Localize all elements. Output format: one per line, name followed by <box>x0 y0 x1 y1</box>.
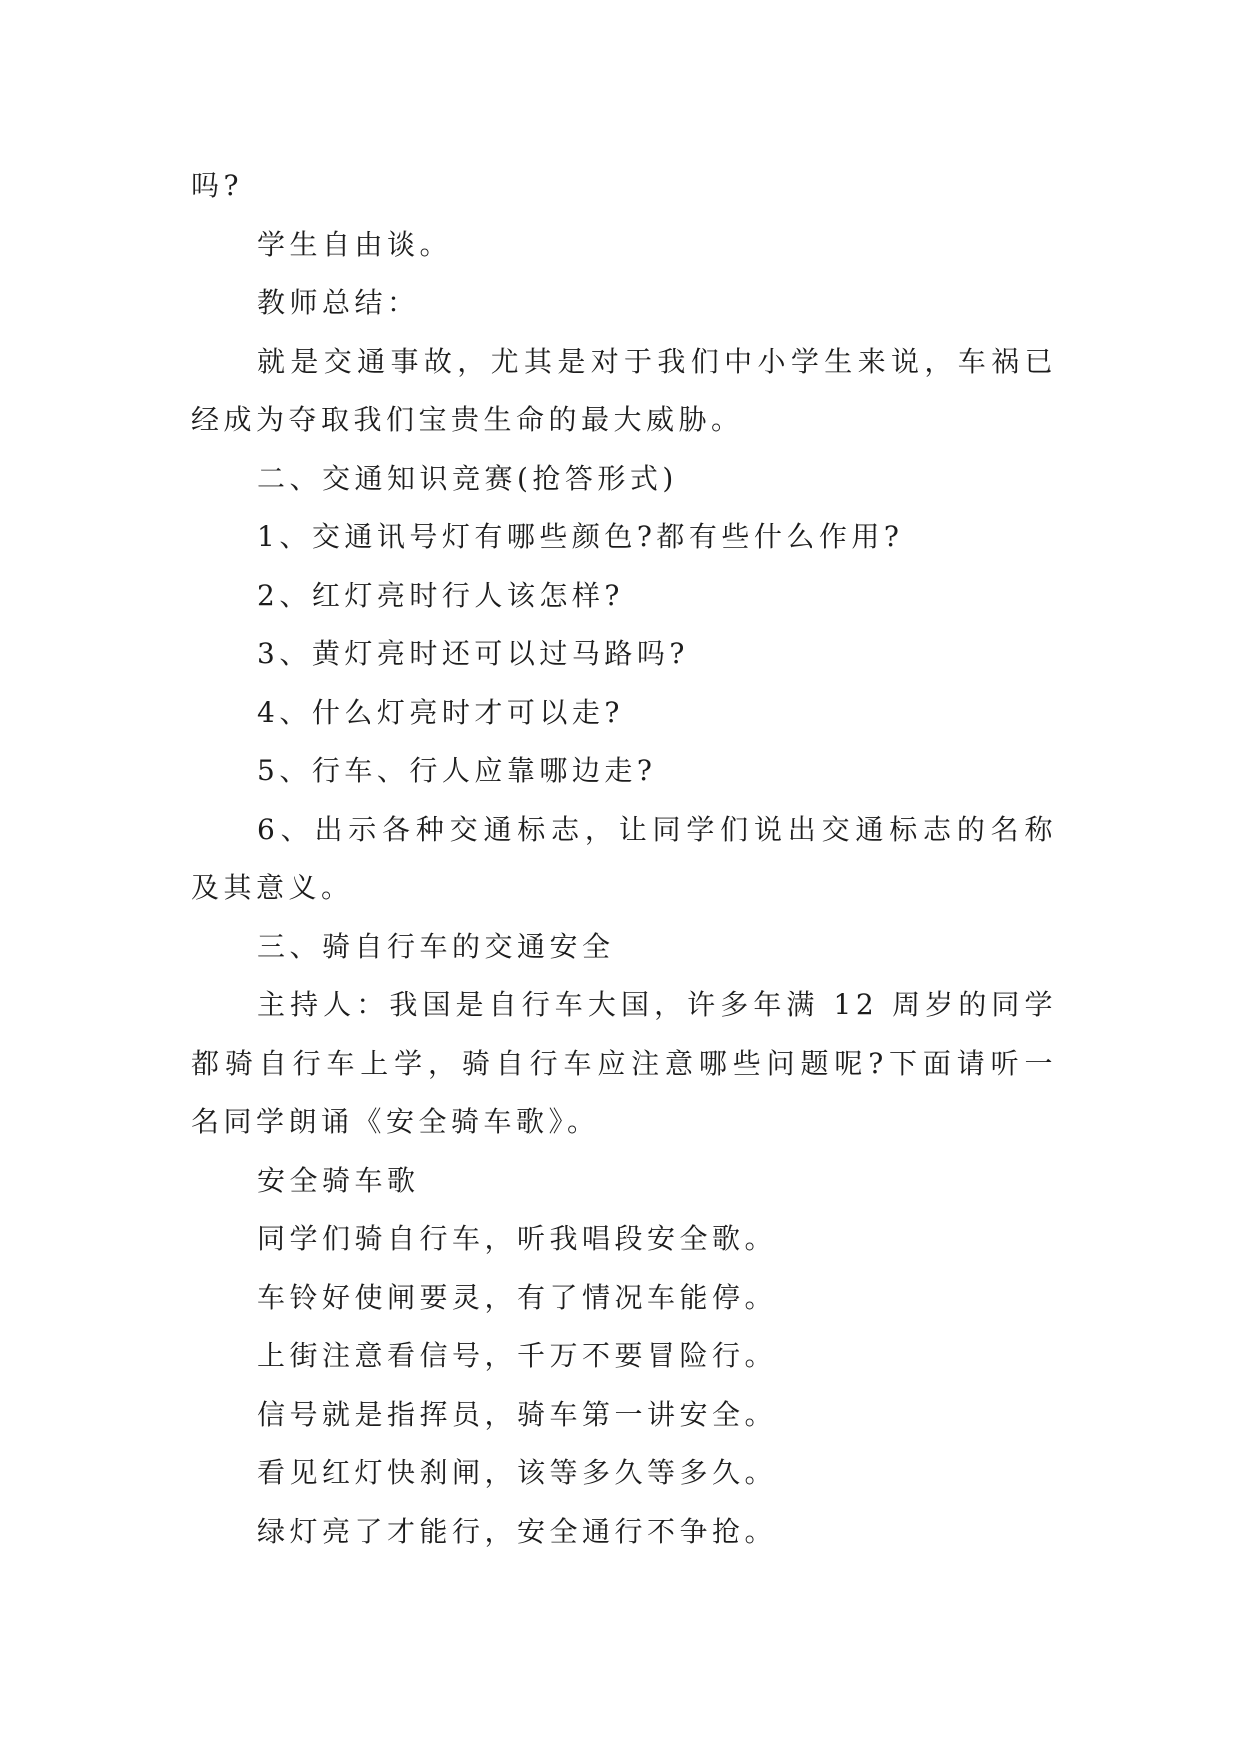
poem-verse <box>191 1327 1057 1386</box>
paragraph <box>191 274 1057 333</box>
text-line: 三、骑自行车的交通安全 <box>257 929 615 963</box>
paragraph-continued <box>191 157 1057 216</box>
paragraph <box>191 216 1057 275</box>
question-item <box>191 567 1057 626</box>
section-heading <box>191 918 1057 977</box>
text-line: 看见红灯快刹闸，该等多久等多久。 <box>257 1456 778 1489</box>
text-line: 3、黄灯亮时还可以过马路吗? <box>257 637 689 670</box>
text-line: 4、什么灯亮时才可以走? <box>257 695 624 729</box>
text-line: 车铃好使闸要灵，有了情况车能停。 <box>257 1280 778 1314</box>
text-line: 二、交通知识竞赛(抢答形式) <box>257 461 678 495</box>
text-line: 上街注意看信号，千万不要冒险行。 <box>257 1339 778 1372</box>
section-heading <box>191 450 1057 509</box>
text-line: 安全骑车歌 <box>257 1163 420 1197</box>
text-line: 2、红灯亮时行人该怎样? <box>257 578 624 612</box>
text-line: 教师总结： <box>257 286 420 319</box>
poem-verse <box>191 1210 1057 1269</box>
question-item <box>191 801 1057 918</box>
poem-verse <box>191 1269 1057 1328</box>
text-line: 1、交通讯号灯有哪些颜色?都有些什么作用? <box>257 520 904 553</box>
text-line: 都骑自行车上学，骑自行车应注意哪些问题呢?下面请听一 <box>191 1046 1057 1080</box>
paragraph <box>191 976 1057 1152</box>
text-line: 6、出示各种交通标志，让同学们说出交通标志的名称 <box>257 812 1057 846</box>
text-line: 吗? <box>191 169 244 202</box>
text-line: 名同学朗诵《安全骑车歌》。 <box>191 1105 600 1138</box>
poem-verse <box>191 1386 1057 1445</box>
text-line: 同学们骑自行车，听我唱段安全歌。 <box>257 1222 778 1255</box>
poem-verse <box>191 1503 1057 1562</box>
text-line: 绿灯亮了才能行，安全通行不争抢。 <box>257 1514 778 1548</box>
paragraph <box>191 333 1057 450</box>
body-text <box>191 157 1057 1561</box>
poem-title <box>191 1152 1057 1211</box>
text-line: 5、行车、行人应靠哪边走? <box>257 754 657 787</box>
question-item <box>191 625 1057 684</box>
text-line: 学生自由谈。 <box>257 227 453 261</box>
poem-verse <box>191 1444 1057 1503</box>
text-line: 信号就是指挥员，骑车第一讲安全。 <box>257 1397 778 1431</box>
text-line: 主持人：我国是自行车大国，许多年满 12 周岁的同学 <box>257 988 1057 1021</box>
question-item <box>191 742 1057 801</box>
text-line: 经成为夺取我们宝贵生命的最大威胁。 <box>191 403 744 436</box>
text-line: 就是交通事故，尤其是对于我们中小学生来说，车祸已 <box>257 344 1057 378</box>
question-item <box>191 684 1057 743</box>
question-item <box>191 508 1057 567</box>
text-line: 及其意义。 <box>191 871 354 904</box>
